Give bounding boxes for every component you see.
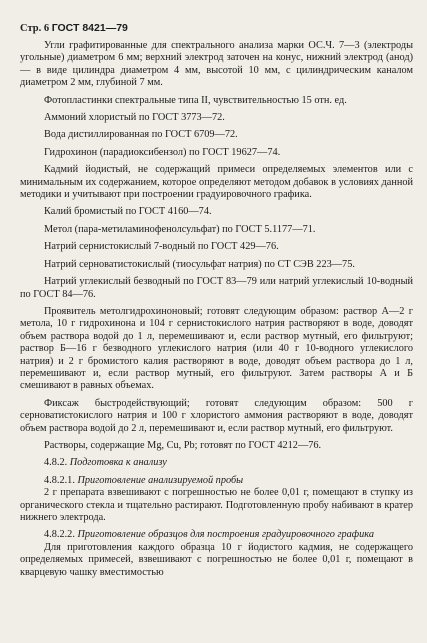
paragraph: Кадмий йодистый, не содержащий примеси определяемых элементов или с минимальным их содержанием, которое определяют методом добавок в условиях данной методики и учитывают при построении градуировочного графика. [20, 164, 413, 201]
page-number: Стр. 6 [20, 23, 50, 34]
paragraph: Аммоний хлористый по ГОСТ 3773—72. [44, 112, 225, 124]
section-number: 4.8.2.2. [44, 529, 75, 541]
page-header [20, 22, 413, 35]
standard-designation: ГОСТ 8421—79 [51, 22, 128, 34]
paragraph: Натрий углекислый безводный по ГОСТ 83—79 или натрий углекислый 10-водный по ГОСТ 84—76. [20, 276, 413, 300]
paragraph: Фотопластинки спектральные типа II, чувствительностью 15 отн. ед. [44, 94, 347, 106]
paragraph: Гидрохинон (парадиоксибензол) по ГОСТ 19627—74. [44, 146, 281, 158]
paragraph: Вода дистиллированная по ГОСТ 6709—72. [44, 129, 238, 141]
section-heading [20, 457, 413, 469]
paragraph: Калий бромистый по ГОСТ 4160—74. [44, 206, 212, 218]
section-number: 4.8.2. [44, 457, 68, 469]
paragraph: Проявитель метолгидрохиноновый; готовят следующим образом: раствор А—2 г метола, 10 г гидрохинона и 104 г сернистокислого натрия растворяют в воде, доводят объем раствора водой до 1 л, перемешивают и, если раствор мутный, его фильтруют; раствор Б—16 г безводного углекислого натрия (или 40 г 10-водного углекислого натрия) и 2 г бромистого калия растворяют в воде, доводят объем раствора до 1 л, перемешивают и, если раствор мутный, его фильтруют. Затем растворы А и Б смешивают в равных объемах. [20, 305, 413, 392]
section-title: Приготовление анализируемой пробы [77, 474, 244, 486]
paragraph: Натрий серноватистокислый (тиосульфат натрия) по СТ СЭВ 223—75. [44, 258, 355, 270]
section-heading [20, 529, 413, 541]
document-body [20, 40, 413, 579]
section-title: Подготовка к анализу [69, 457, 167, 469]
paragraph: Натрий сернистокислый 7-водный по ГОСТ 429—76. [44, 241, 279, 253]
paragraph: Метол (пара-метиламинофенолсульфат) по ГОСТ 5.1177—71. [44, 223, 316, 235]
section-title: Приготовление образцов для построения градуировочного графика [77, 529, 374, 541]
paragraph: Для приготовления каждого образца 10 г йодистого кадмия, не содержащего определяемых примесей, взвешивают с погрешностью не более 0,01 г, помещают в кварцевую чашку вместимостью [20, 541, 413, 578]
paragraph: Растворы, содержащие Mg, Cu, Pb; готовят по ГОСТ 4212—76. [44, 439, 322, 451]
paragraph: 2 г препарата взвешивают с погрешностью не более 0,01 г, помещают в ступку из органического стекла и тщательно растирают. Подготовленную пробу набивают в кратер нижнего электрода. [20, 487, 413, 523]
section-heading [20, 475, 413, 487]
section-number: 4.8.2.1. [44, 474, 75, 486]
paragraph: Угли графитированные для спектрального анализа марки ОС.Ч. 7—3 (электроды угольные) диаметром 6 мм; верхний электрод заточен на конус, нижний электрод (анод) — в виде цилиндра диаметром 4 мм, высотой 10 мм, с цилиндрическим каналом диаметром 2 мм, глубиной 7 мм. [20, 40, 413, 89]
paragraph: Фиксаж быстродействующий; готовят следующим образом: 500 г серноватистокислого натрия и 100 г хлористого аммония растворяют в воде, доводят объем раствора водой до 2 л, перемешивают и, если раствор мутный, его фильтруют. [20, 397, 413, 434]
